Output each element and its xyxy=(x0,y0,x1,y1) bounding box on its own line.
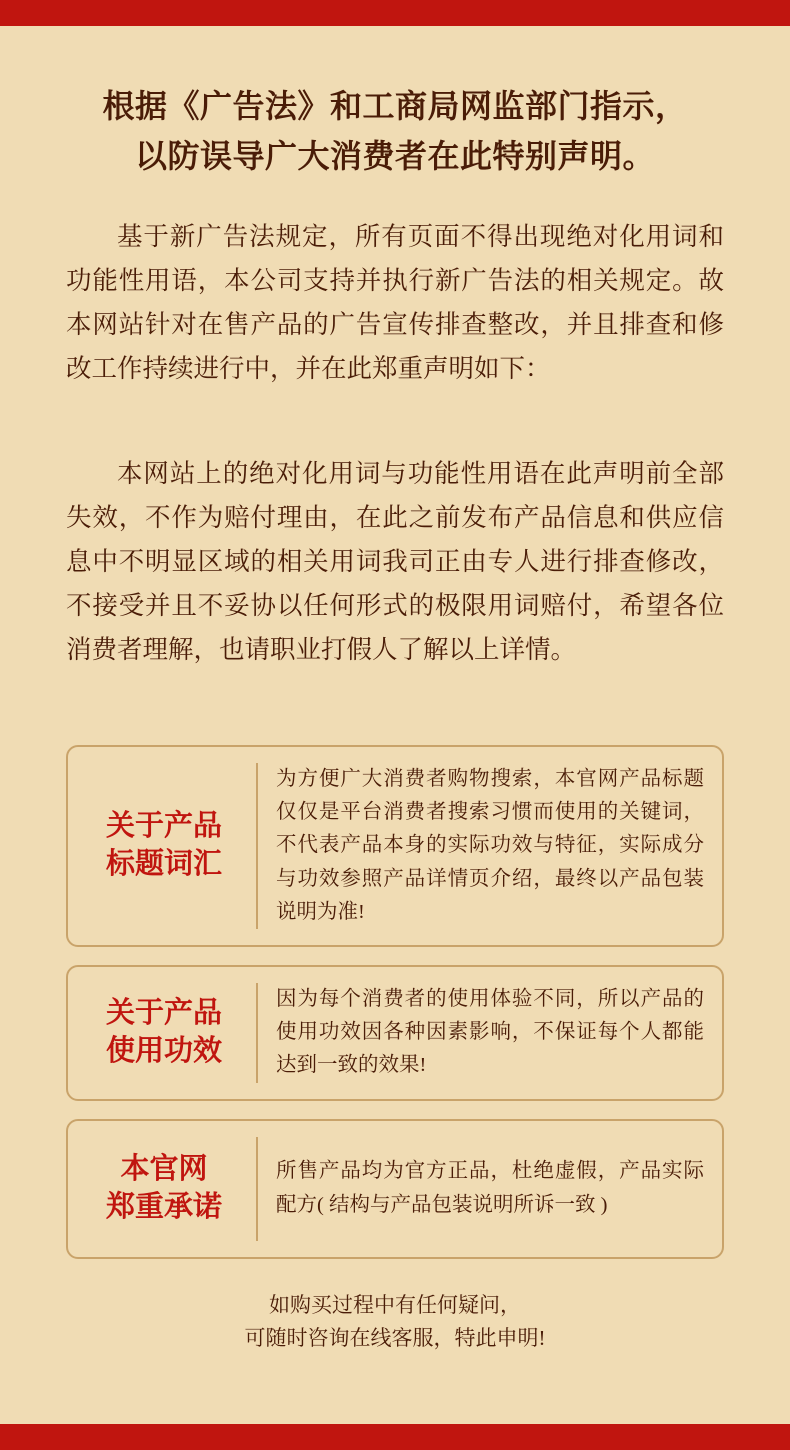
footer-line-2: 可随时咨询在线客服，特此申明! xyxy=(244,1326,546,1351)
card-official-promise xyxy=(66,1119,724,1259)
page-title-line-2: 以防误导广大消费者在此特别声明。 xyxy=(134,137,655,174)
card-product-efficacy xyxy=(66,965,724,1101)
card-label-product-title-wording xyxy=(86,763,258,929)
card-label-line-1: 本官网 xyxy=(120,1152,208,1185)
card-label-official-promise xyxy=(86,1137,258,1241)
page-title xyxy=(66,82,724,181)
card-body-product-efficacy: 因为每个消费者的使用体验不同，所以产品的使用功效因各种因素影响，不保证每个人都能达到一致的效果! xyxy=(276,987,704,1077)
card-body-product-title-wording: 为方便广大消费者购物搜索，本官网产品标题仅仅是平台消费者搜索习惯而使用的关键词，不代表产品本身的实际功效与特征，实际成分与功效参照产品详情页介绍，最终以产品包装说明为准! xyxy=(276,767,704,923)
page-title-line-1: 根据《广告法》和工商局网监部门指示， xyxy=(102,88,688,124)
page-content xyxy=(0,26,790,1424)
footer-note xyxy=(66,1289,724,1366)
card-product-title-wording xyxy=(66,745,724,947)
card-label-line-2: 标题词汇 xyxy=(105,847,222,880)
card-body-official-promise: 所售产品均为官方正品，杜绝虚假，产品实际配方( 结构与产品包装说明所诉一致 ) xyxy=(276,1160,704,1216)
card-label-line-2: 使用功效 xyxy=(105,1034,222,1067)
statement-cards xyxy=(66,745,724,1259)
bottom-red-bar xyxy=(0,1424,790,1450)
paragraph-regulation-basis: 基于新广告法规定，所有页面不得出现绝对化用词和功能性用语，本公司支持并执行新广告法的相关规定。故本网站针对在售产品的广告宣传排查整改，并且排查和修改工作持续进行中，并在此郑重声明如下： xyxy=(66,222,724,383)
card-label-line-1: 关于产品 xyxy=(105,997,222,1030)
paragraph-invalidation-statement: 本网站上的绝对化用词与功能性用语在此声明前全部失效，不作为赔付理由，在此之前发布产品信息和供应信息中不明显区域的相关用词我司正由专人进行排查修改，不接受并且不妥协以任何形式的极限用词赔付，希望各位消费者理解，也请职业打假人了解以上详情。 xyxy=(66,459,724,664)
footer-line-1: 如购买过程中有任何疑问， xyxy=(269,1292,521,1317)
card-label-line-1: 关于产品 xyxy=(105,810,222,843)
card-label-line-2: 郑重承诺 xyxy=(105,1190,222,1223)
card-label-product-efficacy xyxy=(86,983,258,1083)
top-red-bar xyxy=(0,0,790,26)
